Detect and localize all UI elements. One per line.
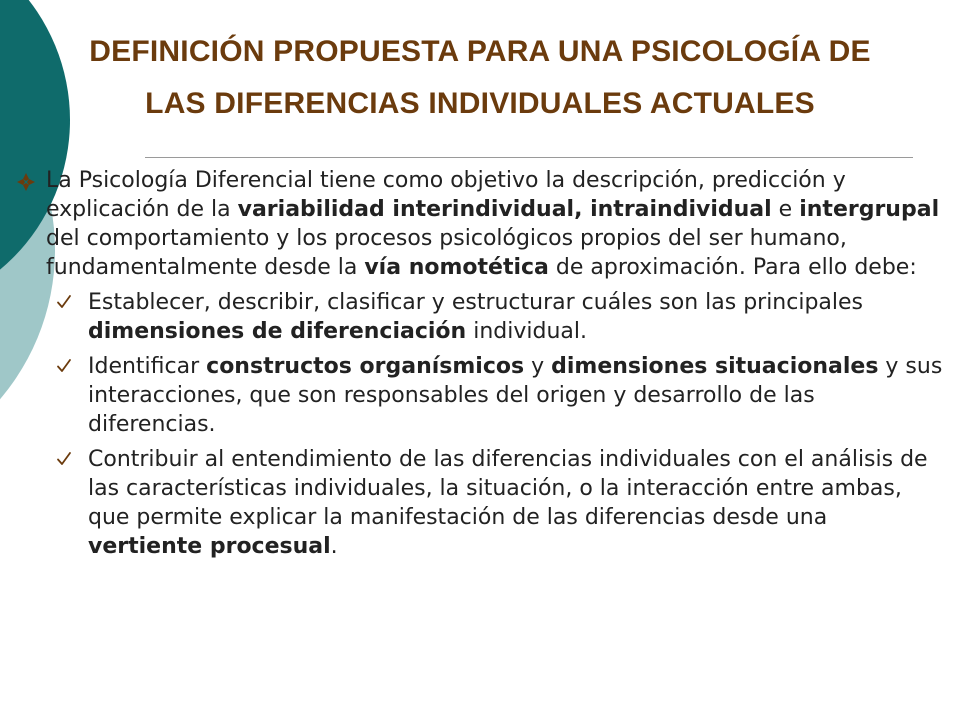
- main-text-1: La Psicología Diferencial tiene como objetivo la descripción, predicción y explicación de la: [46, 168, 846, 222]
- checkmark-icon: [56, 294, 72, 310]
- title-line-2: LAS DIFERENCIAS INDIVIDUALES ACTUALES: [145, 87, 815, 120]
- sub2-text-2: y: [524, 354, 552, 379]
- main-bold-1: variabilidad interindividual, intraindividual: [237, 197, 772, 222]
- main-text-4: de aproximación. Para ello debe:: [548, 255, 917, 280]
- sub3-text-2: .: [330, 534, 338, 559]
- sub1-text-1: Establecer, describir, clasificar y estructurar cuáles son las principales: [88, 290, 864, 315]
- slide-content: [16, 166, 946, 567]
- slide-title: [0, 26, 960, 130]
- sub3-text-1: Contribuir al entendimiento de las diferencias individuales con el análisis de las características individuales, la situación, o la interacción entre ambas, que permite explicar la manifestación de las diferencias desde una: [88, 447, 928, 530]
- diamond-bullet-icon: [16, 172, 36, 192]
- title-line-1: DEFINICIÓN PROPUESTA PARA UNA PSICOLOGÍA DE: [89, 35, 871, 68]
- main-text-3: del comportamiento y los procesos psicológicos propios del ser humano, fundamentalmente desde la: [46, 226, 847, 280]
- main-text-2: e: [771, 197, 800, 222]
- checkmark-icon: [56, 451, 72, 467]
- sub2-bold-2: dimensiones situacionales: [551, 354, 879, 379]
- main-bullet: [16, 166, 946, 282]
- sub-item-3: [70, 445, 946, 561]
- title-divider: [145, 157, 913, 158]
- sub2-text-3: y sus interacciones, que son responsables del origen y desarrollo de las diferencias.: [88, 354, 943, 437]
- sub3-bold-1: vertiente procesual: [88, 534, 331, 559]
- sub2-text-1: Identificar: [88, 354, 207, 379]
- sub2-bold-1: constructos organísmicos: [206, 354, 525, 379]
- main-bold-3: vía nomotética: [364, 255, 549, 280]
- sub-item-1: [70, 288, 946, 346]
- main-bold-2: intergrupal: [799, 197, 940, 222]
- sub1-text-2: individual.: [466, 319, 587, 344]
- sub-list: [16, 288, 946, 561]
- sub1-bold-1: dimensiones de diferenciación: [88, 319, 467, 344]
- checkmark-icon: [56, 358, 72, 374]
- sub-item-2: [70, 352, 946, 439]
